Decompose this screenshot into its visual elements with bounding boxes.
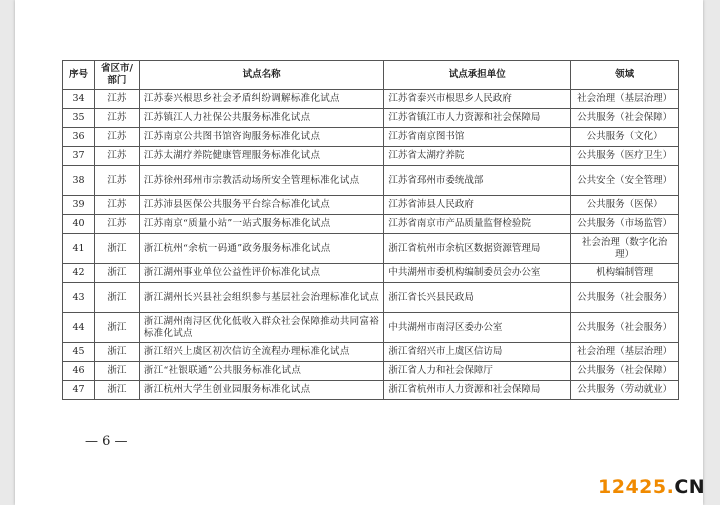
cell-name: 浙江杭州大学生创业园服务标准化试点 — [139, 381, 383, 400]
cell-name: 江苏镇江人力社保公共服务标准化试点 — [139, 109, 383, 128]
document-page — [15, 0, 706, 505]
cell-field: 公共服务（社会服务） — [571, 283, 679, 313]
cell-unit: 中共湖州市委机构编制委员会办公室 — [384, 264, 571, 283]
cell-unit: 中共湖州市南浔区委办公室 — [384, 313, 571, 343]
table-row — [63, 196, 679, 215]
cell-name: 江苏沛县医保公共服务平台综合标准化试点 — [139, 196, 383, 215]
cell-no: 39 — [63, 196, 95, 215]
cell-field: 公共安全（安全管理） — [571, 166, 679, 196]
watermark-dot: . — [666, 476, 675, 498]
table-row — [63, 264, 679, 283]
cell-no: 35 — [63, 109, 95, 128]
table-row — [63, 343, 679, 362]
table-row — [63, 381, 679, 400]
cell-field: 公共服务（市场监管） — [571, 215, 679, 234]
cell-no: 45 — [63, 343, 95, 362]
cell-field: 公共服务（医保） — [571, 196, 679, 215]
cell-field: 公共服务（文化） — [571, 128, 679, 147]
cell-name: 江苏太湖疗养院健康管理服务标准化试点 — [139, 147, 383, 166]
cell-province: 浙江 — [95, 283, 140, 313]
cell-province: 江苏 — [95, 109, 140, 128]
table-row — [63, 109, 679, 128]
cell-province: 江苏 — [95, 166, 140, 196]
cell-unit: 江苏省太湖疗养院 — [384, 147, 571, 166]
cell-no: 41 — [63, 234, 95, 264]
cell-province: 江苏 — [95, 128, 140, 147]
cell-field: 公共服务（社会服务） — [571, 313, 679, 343]
cell-unit: 浙江省绍兴市上虞区信访局 — [384, 343, 571, 362]
site-watermark — [598, 476, 705, 498]
table-row — [63, 90, 679, 109]
table-row — [63, 283, 679, 313]
cell-no: 38 — [63, 166, 95, 196]
cell-name: 浙江湖州南浔区优化低收入群众社会保障推动共同富裕标准化试点 — [139, 313, 383, 343]
cell-no: 42 — [63, 264, 95, 283]
cell-unit: 江苏省泰兴市根思乡人民政府 — [384, 90, 571, 109]
cell-no: 40 — [63, 215, 95, 234]
cell-field: 社会治理（基层治理） — [571, 343, 679, 362]
cell-name: 浙江绍兴上虞区初次信访全流程办理标准化试点 — [139, 343, 383, 362]
header-no: 序号 — [63, 61, 95, 90]
cell-unit: 江苏省镇江市人力资源和社会保障局 — [384, 109, 571, 128]
cell-unit: 江苏省沛县人民政府 — [384, 196, 571, 215]
cell-field: 公共服务（社会保障） — [571, 109, 679, 128]
cell-no: 47 — [63, 381, 95, 400]
cell-name: 江苏泰兴根思乡社会矛盾纠纷调解标准化试点 — [139, 90, 383, 109]
cell-province: 浙江 — [95, 234, 140, 264]
table-row — [63, 166, 679, 196]
cell-field: 公共服务（社会保障） — [571, 362, 679, 381]
watermark-number: 12425 — [598, 476, 667, 498]
header-name: 试点名称 — [139, 61, 383, 90]
cell-field: 社会治理（数字化治理） — [571, 234, 679, 264]
cell-name: 江苏徐州邳州市宗教活动场所安全管理标准化试点 — [139, 166, 383, 196]
cell-province: 江苏 — [95, 90, 140, 109]
cell-unit: 江苏省邳州市委统战部 — [384, 166, 571, 196]
cell-no: 37 — [63, 147, 95, 166]
page-number: — 6 — — [85, 434, 128, 449]
cell-name: 浙江湖州长兴县社会组织参与基层社会治理标准化试点 — [139, 283, 383, 313]
cell-province: 江苏 — [95, 215, 140, 234]
header-province: 省区市/部门 — [95, 61, 140, 90]
cell-field: 公共服务（劳动就业） — [571, 381, 679, 400]
table-row — [63, 362, 679, 381]
table-row — [63, 215, 679, 234]
table-row — [63, 128, 679, 147]
cell-province: 浙江 — [95, 264, 140, 283]
cell-province: 江苏 — [95, 147, 140, 166]
watermark-suffix: CN — [674, 476, 706, 498]
cell-unit: 江苏省南京图书馆 — [384, 128, 571, 147]
cell-name: 江苏南京公共图书馆咨询服务标准化试点 — [139, 128, 383, 147]
cell-no: 34 — [63, 90, 95, 109]
cell-no: 44 — [63, 313, 95, 343]
cell-province: 江苏 — [95, 196, 140, 215]
cell-name: 浙江“社银联通”公共服务标准化试点 — [139, 362, 383, 381]
table-row — [63, 147, 679, 166]
header-unit: 试点承担单位 — [384, 61, 571, 90]
cell-name: 江苏南京“质量小站”一站式服务标准化试点 — [139, 215, 383, 234]
pilot-projects-table — [62, 60, 679, 400]
cell-unit: 浙江省杭州市余杭区数据资源管理局 — [384, 234, 571, 264]
cell-no: 46 — [63, 362, 95, 381]
cell-province: 浙江 — [95, 313, 140, 343]
cell-field: 社会治理（基层治理） — [571, 90, 679, 109]
cell-unit: 浙江省杭州市人力资源和社会保障局 — [384, 381, 571, 400]
cell-unit: 浙江省人力和社会保障厅 — [384, 362, 571, 381]
table-header-row — [63, 61, 679, 90]
cell-unit: 江苏省南京市产品质量监督检验院 — [384, 215, 571, 234]
header-field: 领域 — [571, 61, 679, 90]
cell-province: 浙江 — [95, 381, 140, 400]
cell-unit: 浙江省长兴县民政局 — [384, 283, 571, 313]
cell-province: 浙江 — [95, 343, 140, 362]
cell-no: 36 — [63, 128, 95, 147]
table-row — [63, 234, 679, 264]
cell-field: 机构编制管理 — [571, 264, 679, 283]
table-row — [63, 313, 679, 343]
cell-field: 公共服务（医疗卫生） — [571, 147, 679, 166]
cell-province: 浙江 — [95, 362, 140, 381]
cell-no: 43 — [63, 283, 95, 313]
cell-name: 浙江湖州事业单位公益性评价标准化试点 — [139, 264, 383, 283]
cell-name: 浙江杭州“余杭一码通”政务服务标准化试点 — [139, 234, 383, 264]
